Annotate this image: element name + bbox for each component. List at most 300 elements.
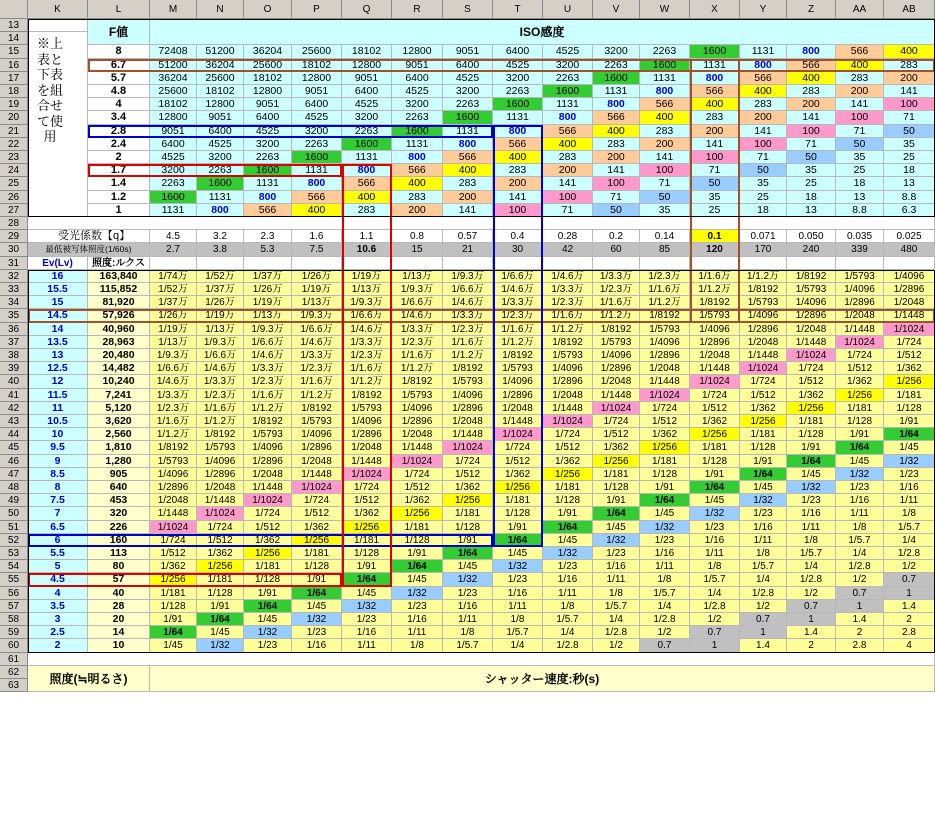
row-header-35[interactable]: 35 [0,309,28,322]
shutter-cell: 1/1024 [244,494,292,507]
shutter-cell: 1/64 [392,560,443,573]
shutter-cell: 1/11 [787,521,836,534]
shutter-cell: 1/6.6万 [493,270,543,283]
coef-cell: 1.6 [292,230,342,243]
row-header-40[interactable]: 40 [0,375,28,388]
shutter-cell: 1/181 [150,587,197,600]
shutter-cell: 1/512 [787,375,836,388]
iso-cell: 2263 [392,111,443,124]
column-header-x[interactable]: X [690,0,740,19]
iso-cell: 1600 [493,98,543,111]
shutter-cell: 1/2048 [884,296,935,309]
shutter-cell: 1/1448 [787,336,836,349]
shutter-cell: 1/45 [150,639,197,652]
shutter-cell: 1/128 [392,534,443,547]
shutter-cell: 1/724 [640,402,690,415]
shutter-cell: 1/362 [884,362,935,375]
row-header-54[interactable]: 54 [0,560,28,573]
shutter-cell: 1/8192 [443,362,493,375]
shutter-cell: 1/45 [640,507,690,520]
row-header-63[interactable]: 63 [0,679,28,692]
iso-cell: 71 [740,151,787,164]
shutter-cell: 1/5793 [740,296,787,309]
iso-cell: 1131 [392,138,443,151]
row-header-50[interactable]: 50 [0,507,28,520]
shutter-cell: 1/45 [493,547,543,560]
row-header-53[interactable]: 53 [0,547,28,560]
shutter-cell: 1/32 [836,468,884,481]
row-header-36[interactable]: 36 [0,323,28,336]
ev-cell: 4.5 [28,573,88,586]
shutter-cell: 1/1024 [740,362,787,375]
column-header-q[interactable]: Q [342,0,392,19]
row-header-13[interactable]: 13 [0,19,28,32]
coef-cell: 1.1 [342,230,392,243]
shutter-cell: 1/1448 [543,402,593,415]
f-value-cell: 1.4 [88,177,150,190]
f-value-cell: 2 [88,151,150,164]
iso-cell: 2263 [197,164,244,177]
shutter-cell: 1/45 [392,573,443,586]
ev-header: Ev(Lv) [28,257,88,270]
row-header-21[interactable]: 21 [0,125,28,138]
row-header-26[interactable]: 26 [0,191,28,204]
iso-cell: 800 [443,138,493,151]
blank-cell [836,257,884,270]
coef-cell: 0.4 [493,230,543,243]
iso-cell: 141 [443,204,493,217]
shutter-cell: 1/26万 [244,283,292,296]
iso-cell: 400 [740,85,787,98]
shutter-cell: 1/181 [884,389,935,402]
row-header-23[interactable]: 23 [0,151,28,164]
iso-cell: 566 [342,177,392,190]
shutter-cell: 1/2.8 [593,626,640,639]
shutter-cell: 1/4.6万 [292,336,342,349]
shutter-cell: 1/4 [884,534,935,547]
shutter-cell: 1/128 [150,600,197,613]
shutter-cell: 1/128 [443,521,493,534]
min-illum-cell: 10.6 [342,243,392,256]
blank-cell [443,257,493,270]
shutter-cell: 1/4 [493,639,543,652]
shutter-cell: 0.7 [884,573,935,586]
iso-cell: 283 [392,191,443,204]
shutter-cell: 1/5793 [392,389,443,402]
shutter-cell: 1/128 [836,415,884,428]
shutter-cell: 1/19万 [342,270,392,283]
column-header-l[interactable]: L [88,0,150,19]
shutter-cell: 1/1.2万 [543,323,593,336]
coef-label: 受光係数【q】 [28,230,150,243]
iso-cell: 9051 [392,59,443,72]
column-header-u[interactable]: U [543,0,593,19]
shutter-cell: 1/1448 [244,481,292,494]
shutter-cell: 1/256 [342,521,392,534]
lux-cell: 81,920 [88,296,150,309]
f-value-cell: 4.8 [88,85,150,98]
lux-cell: 40,960 [88,323,150,336]
column-header-v[interactable]: V [593,0,640,19]
iso-cell: 6400 [150,138,197,151]
shutter-cell: 2 [884,613,935,626]
shutter-cell: 1/181 [836,402,884,415]
shutter-cell: 1/724 [392,468,443,481]
shutter-cell: 1/1024 [292,481,342,494]
shutter-cell: 1/5793 [342,402,392,415]
iso-cell: 13 [787,204,836,217]
min-illum-cell: 2.7 [150,243,197,256]
iso-cell: 3200 [593,45,640,58]
ev-cell: 3 [28,613,88,626]
shutter-cell: 1/5793 [640,323,690,336]
iso-cell: 6400 [292,98,342,111]
column-header-s[interactable]: S [443,0,493,19]
row-header-44[interactable]: 44 [0,428,28,441]
shutter-cell: 1/2.3万 [244,375,292,388]
row-header-27[interactable]: 27 [0,204,28,217]
iso-cell: 9051 [292,85,342,98]
shutter-cell: 1/128 [543,494,593,507]
lux-cell: 2,560 [88,428,150,441]
shutter-cell: 1/5.7 [836,534,884,547]
row-header-45[interactable]: 45 [0,441,28,454]
column-header-aa[interactable]: AA [836,0,884,19]
shutter-cell: 1/16 [443,600,493,613]
row-header-18[interactable]: 18 [0,85,28,98]
shutter-cell: 1/362 [392,494,443,507]
iso-cell: 12800 [342,59,392,72]
row-header-28[interactable]: 28 [0,217,28,230]
shutter-cell: 1/1024 [150,521,197,534]
row-header-24[interactable]: 24 [0,164,28,177]
shutter-cell: 1/23 [543,560,593,573]
iso-cell: 35 [884,138,935,151]
shutter-cell: 1/1024 [392,455,443,468]
shutter-cell: 1/4 [593,613,640,626]
shutter-cell: 1.4 [884,600,935,613]
shutter-cell: 1/5.7 [543,613,593,626]
row-header-51[interactable]: 51 [0,521,28,534]
shutter-cell: 1/3.3万 [292,349,342,362]
shutter-cell: 1/2.3万 [392,336,443,349]
iso-cell: 141 [640,151,690,164]
shutter-cell: 1/8 [884,507,935,520]
iso-cell: 4525 [342,98,392,111]
shutter-cell: 1/16 [740,521,787,534]
iso-cell: 35 [740,177,787,190]
iso-cell: 1600 [150,191,197,204]
shutter-cell: 1/2048 [787,323,836,336]
shutter-cell: 1/11 [836,507,884,520]
shutter-cell: 1/1.2万 [593,309,640,322]
select-all-corner[interactable] [0,0,28,19]
iso-cell: 3200 [244,138,292,151]
shutter-cell: 1/2.8 [640,613,690,626]
blank-row [28,217,935,230]
shutter-cell: 1/2048 [244,468,292,481]
row-header-48[interactable]: 48 [0,481,28,494]
iso-cell: 4525 [493,59,543,72]
row-header-17[interactable]: 17 [0,72,28,85]
shutter-cell: 1/4096 [392,402,443,415]
shutter-cell: 1/181 [342,534,392,547]
row-header-46[interactable]: 46 [0,455,28,468]
iso-cell: 12800 [392,45,443,58]
iso-cell: 6400 [392,72,443,85]
shutter-cell: 1/91 [342,560,392,573]
iso-cell: 3200 [443,85,493,98]
shutter-cell: 1/128 [740,441,787,454]
shutter-cell: 1/256 [443,494,493,507]
shutter-cell: 1/2.8 [836,560,884,573]
iso-cell: 141 [787,111,836,124]
shutter-cell: 1/724 [884,336,935,349]
iso-cell: 25 [884,151,935,164]
iso-cell: 6400 [244,111,292,124]
row-header-47[interactable]: 47 [0,468,28,481]
iso-cell: 71 [543,204,593,217]
min-illum-cell: 30 [493,243,543,256]
f-value-cell: 8 [88,45,150,58]
row-header-29[interactable]: 29 [0,230,28,243]
row-header-56[interactable]: 56 [0,587,28,600]
shutter-cell: 1/8 [836,521,884,534]
shutter-cell: 1/362 [836,375,884,388]
iso-cell: 1131 [197,191,244,204]
column-header-p[interactable]: P [292,0,342,19]
shutter-cell: 1/91 [740,455,787,468]
shutter-cell: 1/724 [787,362,836,375]
blank-cell [150,257,197,270]
shutter-cell: 1/64 [690,481,740,494]
iso-cell: 283 [690,111,740,124]
row-header-55[interactable]: 55 [0,573,28,586]
shutter-cell: 1/32 [292,613,342,626]
column-header-z[interactable]: Z [787,0,836,19]
shutter-cell: 1/1024 [543,415,593,428]
column-header-o[interactable]: O [244,0,292,19]
row-header-49[interactable]: 49 [0,494,28,507]
row-header-15[interactable]: 15 [0,45,28,58]
shutter-cell: 1/5793 [543,349,593,362]
shutter-cell: 1/2896 [740,323,787,336]
iso-cell: 18102 [197,85,244,98]
shutter-cell: 1/16 [493,587,543,600]
shutter-cell: 1/512 [392,481,443,494]
iso-cell: 50 [787,151,836,164]
iso-cell: 800 [640,85,690,98]
row-header-52[interactable]: 52 [0,534,28,547]
row-header-32[interactable]: 32 [0,270,28,283]
shutter-cell: 1/362 [292,521,342,534]
column-header-r[interactable]: R [392,0,443,19]
shutter-cell: 1/32 [884,455,935,468]
column-header-y[interactable]: Y [740,0,787,19]
shutter-cell: 1/45 [292,600,342,613]
iso-cell: 35 [640,204,690,217]
shutter-cell: 1/4 [543,626,593,639]
iso-cell: 1600 [197,177,244,190]
row-header-20[interactable]: 20 [0,111,28,124]
shutter-cell: 1/45 [593,521,640,534]
shutter-cell: 1/32 [244,626,292,639]
f-value-cell: 6.7 [88,59,150,72]
iso-cell: 6.3 [884,204,935,217]
row-header-43[interactable]: 43 [0,415,28,428]
row-header-19[interactable]: 19 [0,98,28,111]
blank-cell [884,257,935,270]
shutter-cell: 1/3.3万 [493,296,543,309]
shutter-cell: 1/9.3万 [342,296,392,309]
iso-cell: 50 [884,125,935,138]
shutter-cell: 1/256 [392,507,443,520]
shutter-cell: 1/23 [640,534,690,547]
iso-cell: 1600 [443,111,493,124]
shutter-cell: 1/181 [392,521,443,534]
shutter-cell: 1/9.3万 [392,283,443,296]
coef-cell: 4.5 [150,230,197,243]
shutter-cell: 1/181 [443,507,493,520]
shutter-cell: 1/32 [543,547,593,560]
row-header-34[interactable]: 34 [0,296,28,309]
row-header-58[interactable]: 58 [0,613,28,626]
shutter-cell: 1/6.6万 [292,323,342,336]
ev-cell: 13.5 [28,336,88,349]
column-header-w[interactable]: W [640,0,690,19]
shutter-cell: 1/5.7 [740,560,787,573]
iso-cell: 200 [443,191,493,204]
row-header-25[interactable]: 25 [0,177,28,190]
shutter-cell: 1/2896 [292,441,342,454]
shutter-cell: 1/2.3万 [443,323,493,336]
shutter-cell: 1/2048 [640,362,690,375]
iso-cell: 4525 [292,111,342,124]
shutter-cell: 1/362 [443,481,493,494]
shutter-cell: 1/4.6万 [244,349,292,362]
iso-cell: 3200 [543,59,593,72]
shutter-cell: 1/2.3万 [150,402,197,415]
blank-cell [493,257,543,270]
shutter-cell: 1/2.3万 [493,309,543,322]
shutter-cell: 1/19万 [197,309,244,322]
iso-cell: 71 [884,111,935,124]
row-header-41[interactable]: 41 [0,389,28,402]
iso-cell: 72408 [150,45,197,58]
iso-cell: 283 [593,138,640,151]
row-header-33[interactable]: 33 [0,283,28,296]
row-header-22[interactable]: 22 [0,138,28,151]
ev-cell: 7 [28,507,88,520]
iso-cell: 566 [690,85,740,98]
row-header-60[interactable]: 60 [0,639,28,652]
shutter-cell: 1/64 [443,547,493,560]
shutter-cell: 1/2048 [543,389,593,402]
row-header-39[interactable]: 39 [0,362,28,375]
shutter-cell: 1/256 [836,389,884,402]
lux-cell: 453 [88,494,150,507]
row-header-62[interactable]: 62 [0,666,28,679]
row-header-57[interactable]: 57 [0,600,28,613]
column-header-n[interactable]: N [197,0,244,19]
row-header-42[interactable]: 42 [0,402,28,415]
column-header-ab[interactable]: AB [884,0,935,19]
iso-cell: 4525 [392,85,443,98]
shutter-cell: 1/91 [244,587,292,600]
row-header-38[interactable]: 38 [0,349,28,362]
row-header-59[interactable]: 59 [0,626,28,639]
column-header-m[interactable]: M [150,0,197,19]
shutter-cell: 1/256 [593,455,640,468]
shutter-cell: 1/4096 [197,455,244,468]
iso-cell: 18102 [244,72,292,85]
ev-cell: 13 [28,349,88,362]
shutter-cell: 1/362 [593,441,640,454]
shutter-cell: 1/128 [493,507,543,520]
shutter-cell: 1.4 [740,639,787,652]
min-illum-cell: 339 [836,243,884,256]
iso-cell: 71 [787,138,836,151]
ev-cell: 5 [28,560,88,573]
shutter-cell: 1/11 [342,639,392,652]
shutter-cell: 1/23 [342,613,392,626]
shutter-cell: 1/64 [836,441,884,454]
min-illum-cell: 21 [443,243,493,256]
shutter-cell: 1/11 [884,494,935,507]
row-header-31[interactable]: 31 [0,257,28,270]
shutter-cell: 1/724 [543,428,593,441]
iso-cell: 141 [493,191,543,204]
shutter-cell: 1/64 [787,455,836,468]
iso-cell: 1131 [493,111,543,124]
row-header-30[interactable]: 30 [0,243,28,256]
shutter-cell: 1/2048 [197,481,244,494]
row-header-37[interactable]: 37 [0,336,28,349]
lux-cell: 320 [88,507,150,520]
shutter-cell: 1/512 [443,468,493,481]
iso-cell: 2263 [150,177,197,190]
blank-cell [787,257,836,270]
iso-cell: 100 [787,125,836,138]
column-header-k[interactable]: K [28,0,88,19]
row-header-14[interactable]: 14 [0,32,28,45]
shutter-cell: 1/2048 [443,415,493,428]
iso-cell: 6400 [493,45,543,58]
iso-cell: 283 [787,85,836,98]
shutter-cell: 1/2.8 [740,587,787,600]
shutter-cell: 1/8192 [342,389,392,402]
iso-cell: 13 [836,191,884,204]
iso-cell: 4525 [543,45,593,58]
shutter-cell: 1/23 [884,468,935,481]
shutter-cell: 1/362 [150,560,197,573]
iso-cell: 566 [787,59,836,72]
coef-cell: 0.28 [543,230,593,243]
shutter-cell: 0.7 [690,626,740,639]
iso-cell: 35 [836,151,884,164]
row-header-61[interactable]: 61 [0,653,28,666]
shutter-cell: 1/8192 [640,309,690,322]
shutter-cell: 1/91 [884,415,935,428]
column-header-t[interactable]: T [493,0,543,19]
blank-cell [392,257,443,270]
shutter-cell: 1/1.2万 [150,428,197,441]
row-header-16[interactable]: 16 [0,59,28,72]
iso-cell: 400 [593,125,640,138]
shutter-cell: 1/2048 [342,441,392,454]
shutter-cell: 1 [884,587,935,600]
iso-cell: 283 [884,59,935,72]
